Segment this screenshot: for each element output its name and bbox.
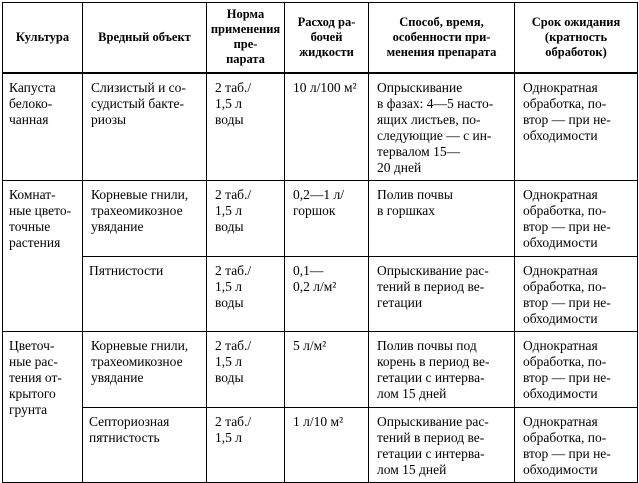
treatment-table xyxy=(2,2,638,483)
cell-pest: Пятнистости xyxy=(83,256,207,331)
cell-rate: 0,1— 0,2 л/м² xyxy=(285,256,369,331)
cell-method: Опрыскивание рас- тений в период ве- гетации xyxy=(369,256,515,331)
header-pest: Вредный объект xyxy=(83,3,207,73)
cell-norm: 2 таб./ 1,5 л воды xyxy=(207,180,285,256)
header-culture: Культура xyxy=(3,3,83,73)
cell-norm: 2 таб./ 1,5 л воды xyxy=(207,331,285,407)
cell-norm: 2 таб./ 1,5 л воды xyxy=(207,73,285,181)
cell-method: Полив почвы под корень в период ве- гетации с интерва- лом 15 дней xyxy=(369,331,515,407)
cell-term: Однократная обработка, по- втор — при не- обходимости xyxy=(515,256,638,331)
header-method: Способ, время, особенности при- менения препарата xyxy=(369,3,515,73)
table-row xyxy=(3,407,638,482)
cell-norm: 2 таб./ 1,5 л xyxy=(207,407,285,482)
header-norm: Норма применения пре- парата xyxy=(207,3,285,73)
cell-term: Однократная обработка, по- втор — при не- обходимости xyxy=(515,407,638,482)
header-term: Срок ожидания (кратность обработок) xyxy=(515,3,638,73)
cell-method: Полив почвы в горшках xyxy=(369,180,515,256)
cell-method: Опрыскивание в фазах: 4—5 насто- ящих листьев, по- следующие — с ин- тервалом 15— 20 дней xyxy=(369,73,515,181)
cell-culture: Капуста белоко- чанная xyxy=(3,73,83,181)
cell-rate: 5 л/м² xyxy=(285,331,369,407)
cell-rate: 0,2—1 л/ горшок xyxy=(285,180,369,256)
table-row xyxy=(3,180,638,256)
table-row xyxy=(3,331,638,407)
cell-norm: 2 таб./ 1,5 л воды xyxy=(207,256,285,331)
table-row xyxy=(3,73,638,181)
cell-term: Однократная обработка, по- втор — при не- обходимости xyxy=(515,73,638,181)
cell-method: Опрыскивание рас- тений в период ве- гетации с интерва- лом 15 дней xyxy=(369,407,515,482)
header-rate: Расход ра- бочей жидкости xyxy=(285,3,369,73)
cell-rate: 1 л/10 м² xyxy=(285,407,369,482)
cell-pest: Слизистый и со- судистый бакте- риозы xyxy=(83,73,207,181)
cell-culture: Цветоч- ные рас- тения от- крытого грунта xyxy=(3,331,83,482)
cell-pest: Септориозная пятнистость xyxy=(83,407,207,482)
cell-pest: Корневые гнили, трахеомикозное увядание xyxy=(83,180,207,256)
cell-pest: Корневые гнили, трахеомикозное увядание xyxy=(83,331,207,407)
table-row xyxy=(3,256,638,331)
cell-rate: 10 л/100 м² xyxy=(285,73,369,181)
cell-term: Однократная обработка, по- втор — при не- обходимости xyxy=(515,180,638,256)
cell-term: Однократная обработка, по- втор — при не- обходимости xyxy=(515,331,638,407)
header-row xyxy=(3,3,638,73)
cell-culture: Комнат- ные цвето- точные растения xyxy=(3,180,83,331)
